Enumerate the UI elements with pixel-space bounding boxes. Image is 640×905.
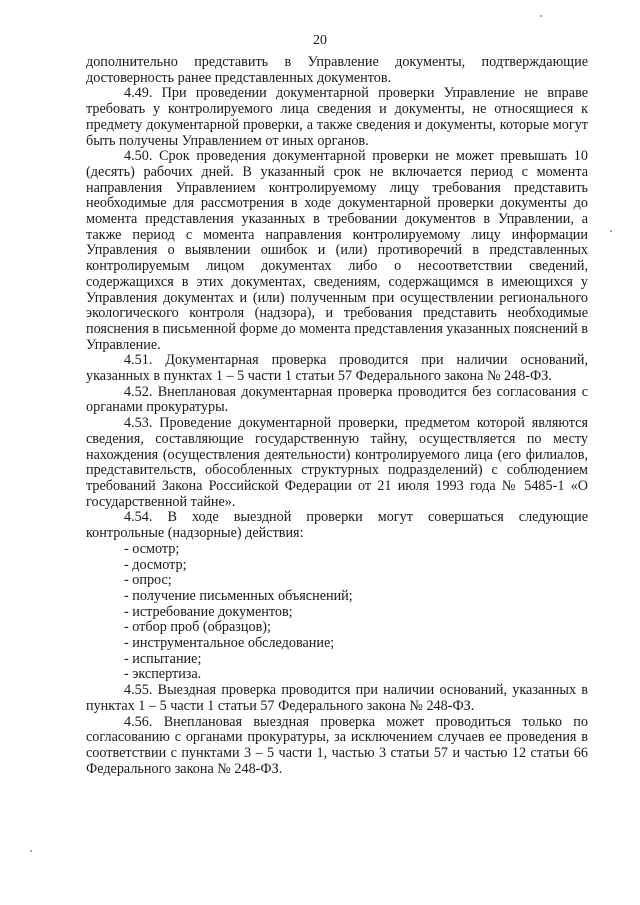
list-item: - осмотр; bbox=[124, 540, 180, 557]
page-number: 20 bbox=[313, 33, 327, 48]
list-item: - досмотр; bbox=[124, 556, 187, 573]
list-item: - истребование документов; bbox=[124, 603, 293, 620]
list-item: - инструментальное обследование; bbox=[124, 635, 335, 652]
paragraph-4-50: 4.50. Срок проведения документарной проверки не может превышать 10 (десять) рабочих дней. В указанный срок не включается период с момента направления Управлением контролируемому лицу требования представить необходимые для рассмотрения в ходе документарной проверки документы до момента представления указанных в требовании документов в Управлении, а также период с момента направления контролируемому лицу информации Управления о выявлении ошибок и (или) противоречий в представленных контролируемым лицом документах либо о несоответствии сведений, содержащихся в этих документах, сведениям, содержащимся в имеющихся у Управления документах и (или) полученным при осуществлении регионального экологического контроля (надзора), и требования представить необходимые пояснения в письменной форме до момента представления указанных пояснений в Управление. bbox=[86, 148, 588, 353]
scan-speck bbox=[610, 230, 612, 232]
list-item: - получение письменных объяснений; bbox=[124, 587, 353, 604]
list-item: - отбор проб (образцов); bbox=[124, 619, 271, 636]
paragraph-4-49: 4.49. При проведении документарной проверки Управление не вправе требовать у контролируемого лица сведения и документы, не относящиеся к предмету документарной проверки, а также сведения и документы, которые могут быть получены Управлением от иных органов. bbox=[86, 85, 588, 149]
paragraph-4-56: 4.56. Внеплановая выездная проверка может проводиться только по согласованию с органами прокуратуры, за исключением случаев ее проведения в соответствии с пунктами 3 – 5 части 1, частью 3 статьи 57 и частью 12 статьи 66 Федерального закона № 248-ФЗ. bbox=[86, 713, 588, 777]
scan-speck bbox=[30, 850, 32, 852]
actions-list bbox=[86, 542, 588, 683]
paragraph-continuation: дополнительно представить в Управление документы, подтверждающие достоверность ранее представленных документов. bbox=[86, 54, 588, 86]
list-item: - испытание; bbox=[124, 650, 202, 667]
scan-speck bbox=[540, 15, 542, 17]
list-item: - опрос; bbox=[124, 572, 172, 589]
paragraph-4-52: 4.52. Внеплановая документарная проверка проводится без согласования с органами прокуратуры. bbox=[86, 383, 588, 416]
paragraph-4-55: 4.55. Выездная проверка проводится при наличии оснований, указанных в пунктах 1 – 5 части 1 статьи 57 Федерального закона № 248-ФЗ. bbox=[86, 682, 588, 714]
list-item: - экспертиза. bbox=[124, 666, 202, 683]
document-body bbox=[86, 55, 588, 777]
paragraph-4-53: 4.53. Проведение документарной проверки, предметом которой являются сведения, составляющие государственную тайну, осуществляется по месту нахождения (осуществления деятельности) контролируемого лица (его филиалов, представительств, обособленных структурных подразделений) с соблюдением требований Закона Российской Федерации от 21 июля 1993 года № 5485-1 «О государственной тайне». bbox=[86, 415, 588, 510]
paragraph-4-51: 4.51. Документарная проверка проводится при наличии оснований, указанных в пунктах 1 – 5 части 1 статьи 57 Федерального закона № 248-ФЗ. bbox=[86, 352, 588, 385]
paragraph-4-54: 4.54. В ходе выездной проверки могут совершаться следующие контрольные (надзорные) действия: bbox=[86, 509, 588, 542]
